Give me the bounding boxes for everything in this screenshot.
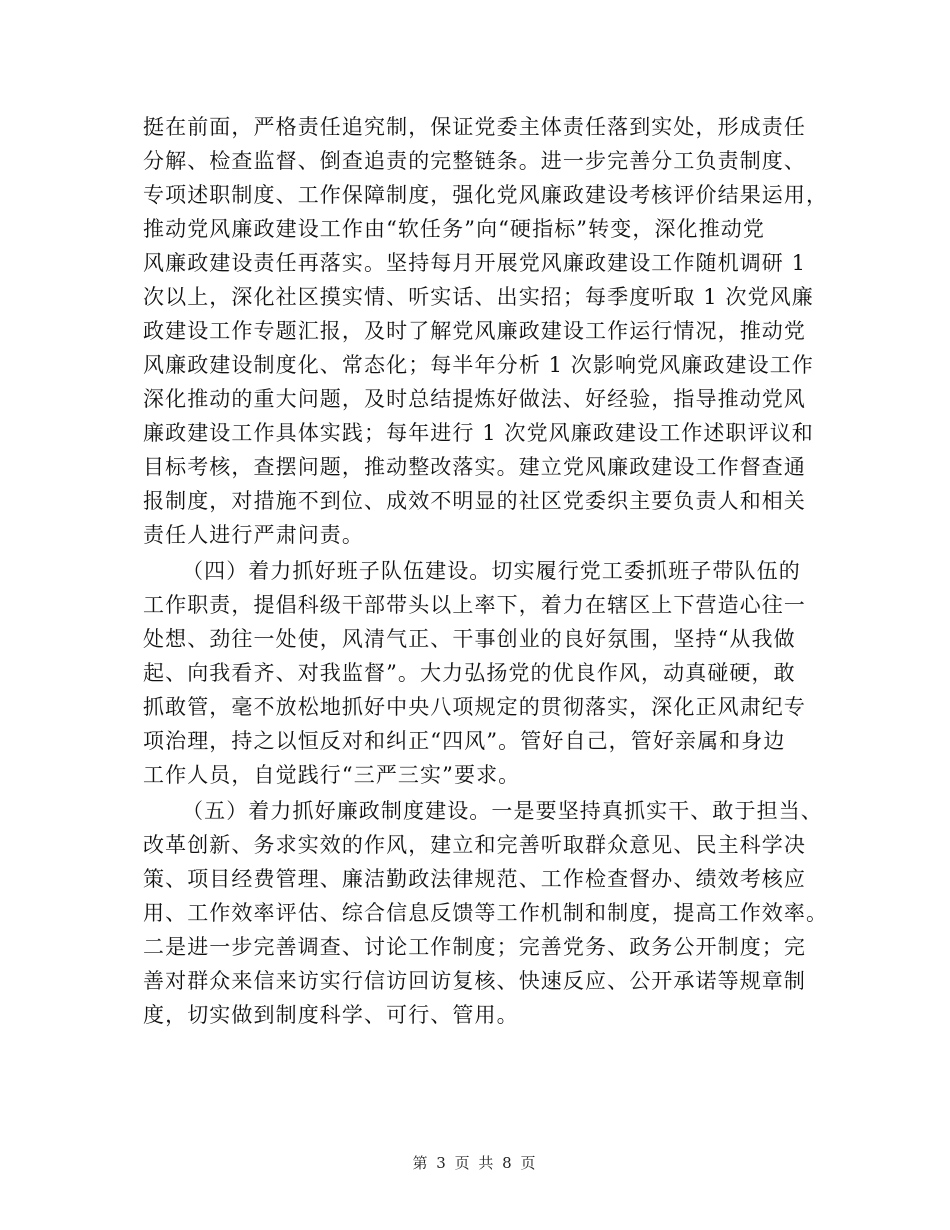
text-line: 分解、检查监督、倒查追责的完整链条。进一步完善分工负责制度、 — [143, 149, 806, 173]
paragraph-heading-line: （四）着力抓好班子队伍建设。切实履行党工委抓班子带队伍的 — [182, 559, 801, 583]
text-line: 项治理，持之以恒反对和纠正“四风”。管好自己，管好亲属和身边 — [143, 729, 786, 753]
text-line: 二是进一步完善调查、讨论工作制度；完善党务、政务公开制度；完 — [143, 935, 806, 959]
paragraph-heading-line: （五）着力抓好廉政制度建设。一是要坚持真抓实干、敢于担当、 — [182, 799, 823, 823]
text-line: 次以上，深化社区摸实情、听实话、出实招；每季度听取 1 次党风廉 — [143, 285, 814, 309]
text-line: 报制度，对措施不到位、成效不明显的社区党委织主要负责人和相关 — [143, 489, 806, 513]
text-line: 挺在前面，严格责任追究制，保证党委主体责任落到实处，形成责任 — [143, 115, 806, 139]
page-number-footer: 第 3 页 共 8 页 — [412, 1154, 538, 1172]
text-line: 度，切实做到制度科学、可行、管用。 — [143, 1003, 519, 1027]
text-line: 廉政建设工作具体实践；每年进行 1 次党风廉政建设工作述职评议和 — [143, 421, 814, 445]
text-line: 起、向我看齐、对我监督”。大力弘扬党的优良作风，动真碰硬，敢 — [143, 661, 796, 685]
text-line: 改革创新、务求实效的作风，建立和完善听取群众意见、民主科学决 — [143, 833, 806, 857]
text-line: 专项述职制度、工作保障制度，强化党风廉政建设考核评价结果运用， — [143, 183, 829, 207]
text-line: 深化推动的重大问题，及时总结提炼好做法、好经验，指导推动党风 — [143, 387, 806, 411]
text-line: 推动党风廉政建设工作由“软任务”向“硬指标”转变，深化推动党 — [143, 217, 765, 241]
text-line: 善对群众来信来访实行信访回访复核、快速反应、公开承诺等规章制 — [143, 969, 806, 993]
text-line: 抓敢管，毫不放松地抓好中央八项规定的贯彻落实，深化正风肃纪专 — [143, 695, 806, 719]
text-line: 处想、劲往一处使，风清气正、干事创业的良好氛围，坚持“从我做 — [143, 627, 796, 651]
text-line: 责任人进行严肃问责。 — [143, 523, 364, 547]
text-line: 风廉政建设制度化、常态化；每半年分析 1 次影响党风廉政建设工作 — [143, 353, 814, 377]
text-line: 风廉政建设责任再落实。坚持每月开展党风廉政建设工作随机调研 1 — [143, 251, 807, 275]
text-line: 策、项目经费管理、廉洁勤政法律规范、工作检查督办、绩效考核应 — [143, 867, 806, 891]
text-line: 目标考核，查摆问题，推动整改落实。建立党风廉政建设工作督查通 — [143, 455, 806, 479]
text-line: 用、工作效率评估、综合信息反馈等工作机制和制度，提高工作效率。 — [143, 901, 829, 925]
text-line: 工作职责，提倡科级干部带头以上率下，着力在辖区上下营造心往一 — [143, 593, 806, 617]
text-line: 政建设工作专题汇报，及时了解党风廉政建设工作运行情况，推动党 — [143, 319, 806, 343]
text-line: 工作人员，自觉践行“三严三实”要求。 — [143, 763, 521, 787]
